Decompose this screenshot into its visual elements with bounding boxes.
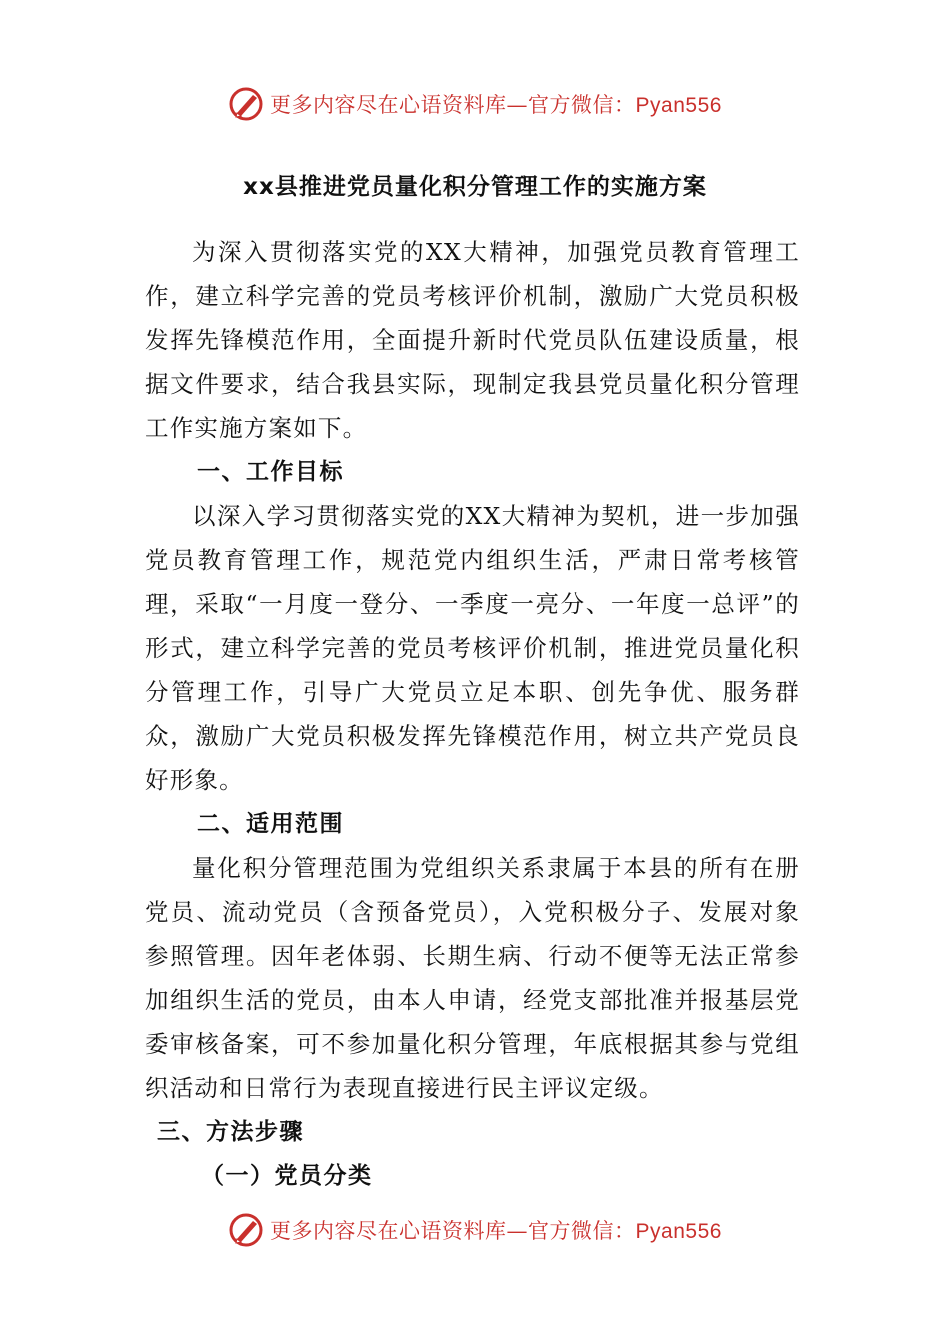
watermark-footer (0, 1210, 950, 1250)
scope-paragraph: 量化积分管理范围为党组织关系隶属于本县的所有在册党员、流动党员（含预备党员），入党积极分子、发展对象参照管理。因年老体弱、长期生病、行动不便等无法正常参加组织生活的党员，由本人申请，经党支部批准并报基层党委审核备案，可不参加量化积分管理，年底根据其参与党组织活动和日常行为表现直接进行民主评议定级。 (145, 854, 800, 1102)
document-title: xx县推进党员量化积分管理工作的实施方案 (243, 174, 707, 200)
watermark-text: 更多内容尽在心语资料库—官方微信：Pyan556 (270, 93, 722, 117)
section-heading-scope: 二、适用范围 (197, 811, 344, 837)
wechat-id: Pyan556 (635, 1220, 722, 1243)
subsection-heading-classification: （一）党员分类 (201, 1163, 373, 1189)
watermark-text: 更多内容尽在心语资料库—官方微信：Pyan556 (270, 1219, 722, 1243)
wechat-id: Pyan556 (635, 94, 722, 117)
document-body (145, 230, 800, 1198)
pen-logo-icon (228, 1212, 264, 1248)
intro-paragraph: 为深入贯彻落实党的XX大精神，加强党员教育管理工作，建立科学完善的党员考核评价机制，激励广大党员积极发挥先锋模范作用，全面提升新时代党员队伍建设质量，根据文件要求，结合我县实际，现制定我县党员量化积分管理工作实施方案如下。 (145, 238, 800, 442)
goals-paragraph: 以深入学习贯彻落实党的XX大精神为契机，进一步加强党员教育管理工作，规范党内组织生活，严肃日常考核管理，采取“一月度一登分、一季度一亮分、一年度一总评”的形式，建立科学完善的党员考核评价机制，推进党员量化积分管理工作，引导广大党员立足本职、创先争优、服务群众，激励广大党员积极发挥先锋模范作用，树立共产党员良好形象。 (145, 502, 800, 794)
pen-logo-icon (228, 86, 264, 122)
section-heading-methods: 三、方法步骤 (157, 1119, 304, 1145)
watermark-header (0, 84, 950, 124)
section-heading-goals: 一、工作目标 (197, 459, 344, 485)
